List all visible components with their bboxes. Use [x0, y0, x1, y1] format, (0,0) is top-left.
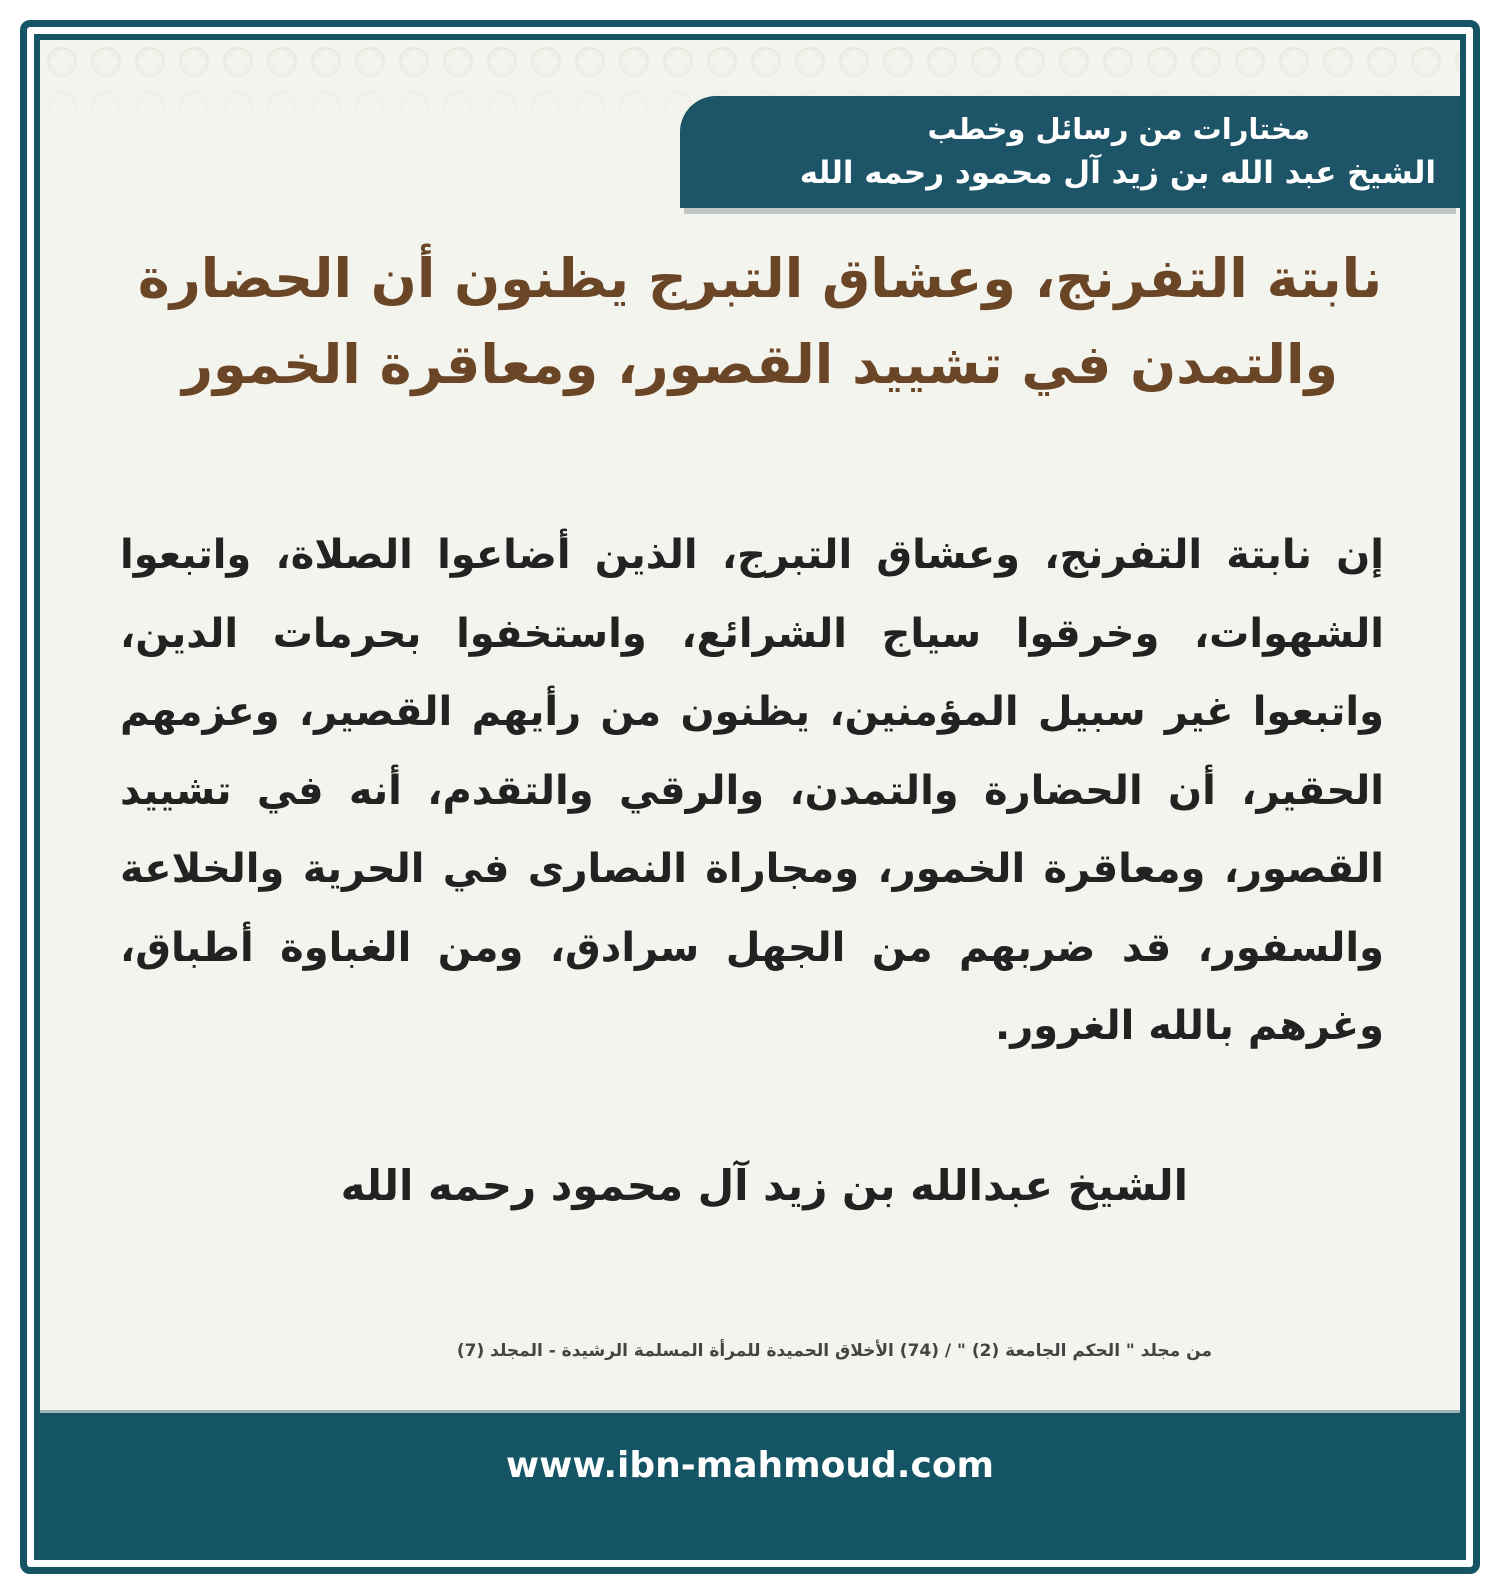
website-link[interactable]: www.ibn-mahmoud.com [505, 1445, 995, 1486]
source-citation: من مجلد " الحكم الجامعة (2) " / (74) الأخلاق الحميدة للمرأة المسلمة الرشيدة - المجلد (7) [456, 1341, 1212, 1361]
header-collection-title: مختارات من رسائل وخطب [927, 112, 1310, 146]
header-author-name: الشيخ عبد الله بن زيد آل محمود رحمه الله [799, 155, 1436, 191]
article-body: إن نابتة التفرنج، وعشاق التبرج، الذين أضاعوا الصلاة، واتبعوا الشهوات، وخرقوا سياج الشرائع، واستخفوا بحرمات الدين، واتبعوا غير سبيل المؤمنين، يظنون من رأيهم القصير، وعزمهم الحقير، أن الحضارة والتمدن، والرقي والتقدم، أنه في تشييد القصور، ومعاقرة الخمور، ومجاراة النصارى في الحرية والخلاعة والسفور، قد ضربهم من الجهل سرادق، ومن الغباوة أطباق، وغرهم بالله الغرور. [120, 532, 1384, 1049]
content-panel [34, 34, 1466, 1560]
footer-bar [40, 1410, 1460, 1554]
header-banner [680, 96, 1460, 208]
article-title: نابتة التفرنج، وعشاق التبرج يظنون أن الحضارة والتمدن في تشييد القصور، ومعاقرة الخمور [137, 247, 1383, 396]
author-signature: الشيخ عبدالله بن زيد آل محمود رحمه الله [340, 1161, 1188, 1210]
